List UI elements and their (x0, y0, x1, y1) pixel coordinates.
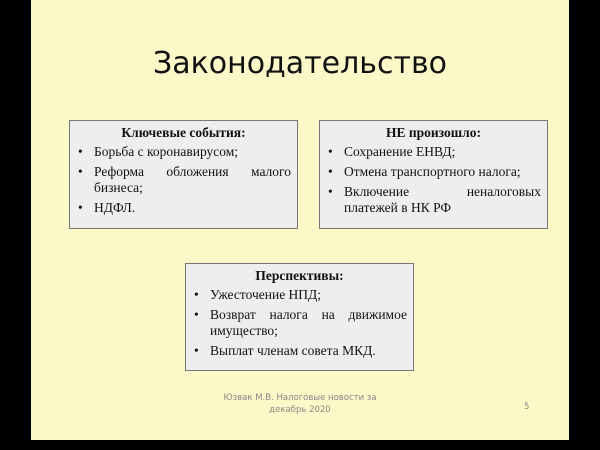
slide-footer (211, 392, 389, 416)
list-item: • Включение неналоговых платежей в НК РФ (326, 184, 541, 216)
not-happened-box (319, 120, 548, 229)
list-item: • Сохранение ЕНВД; (326, 144, 541, 160)
key-events-heading: Ключевые события: (121, 125, 246, 140)
list-item: • Борьба с коронавирусом; (76, 144, 291, 160)
list-item: • Отмена транспортного налога; (326, 164, 541, 180)
not-happened-list (326, 144, 541, 216)
list-item: • Ужесточение НПД; (192, 287, 407, 303)
perspectives-heading: Перспективы: (255, 268, 344, 283)
perspectives-list (192, 287, 407, 359)
slide (31, 0, 569, 440)
not-happened-heading: НЕ произошло: (385, 125, 481, 140)
perspectives-box (185, 263, 414, 371)
slide-title: Законодательство (153, 46, 447, 81)
key-events-box (69, 120, 298, 229)
footer-date-line: декабрь 2020 (269, 405, 331, 415)
page-number: 5 (524, 402, 530, 412)
list-item: • Возврат налога на движимое имущество; (192, 307, 407, 339)
list-item: • Реформа обложения малого бизнеса; (76, 164, 291, 196)
key-events-list (76, 144, 291, 216)
list-item: • Выплат членам совета МКД. (192, 343, 407, 359)
footer-author-line: Юзвак М.В. Налоговые новости за (223, 393, 377, 403)
list-item: • НДФЛ. (76, 200, 291, 216)
